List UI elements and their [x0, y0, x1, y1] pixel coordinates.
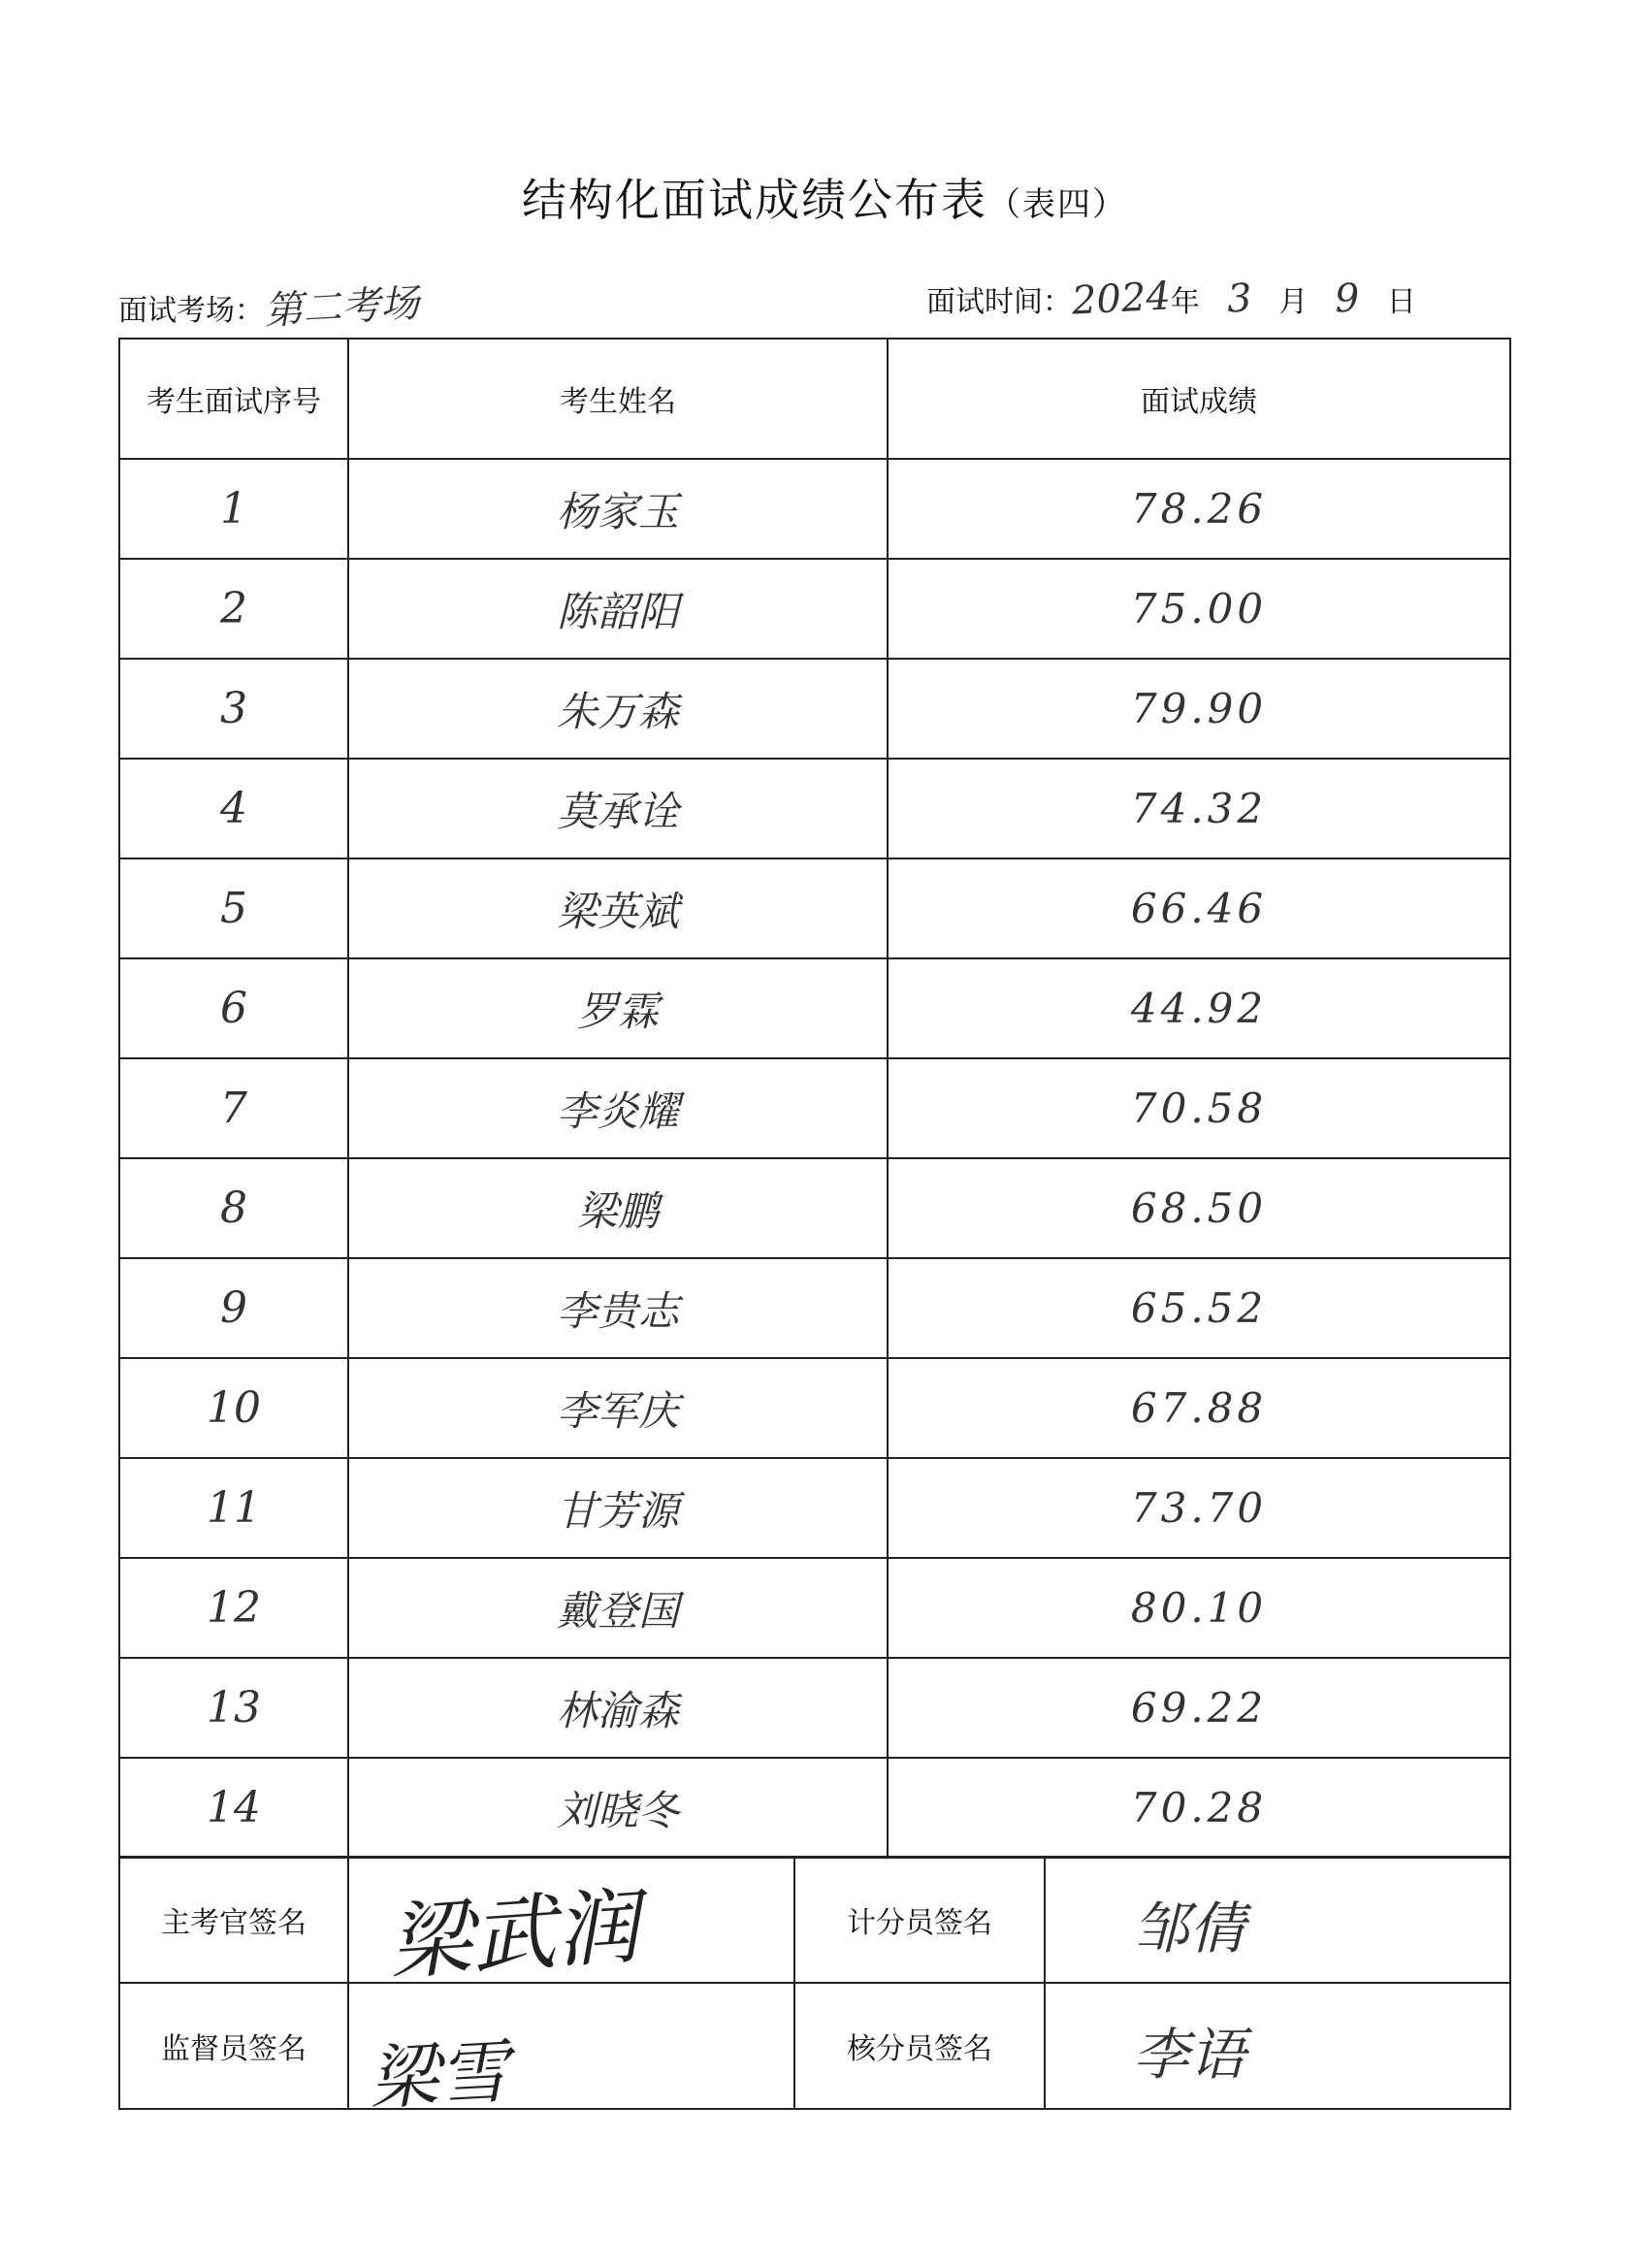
table-row	[119, 1358, 1510, 1458]
table-row	[119, 1258, 1510, 1358]
row-candidate-name: 朱万森	[348, 659, 888, 759]
date-month-unit: 月	[1278, 285, 1309, 319]
date-month: 3	[1225, 275, 1253, 322]
row-candidate-name: 戴登国	[348, 1558, 888, 1658]
row-score: 44.92	[888, 958, 1510, 1058]
table-row	[119, 1458, 1510, 1558]
row-number: 6	[119, 958, 348, 1058]
date-label: 面试时间：	[926, 285, 1072, 319]
venue-label: 面试考场：	[118, 294, 264, 328]
row-score: 80.10	[888, 1558, 1510, 1658]
checker-signature-cell	[1045, 1983, 1510, 2109]
row-number: 14	[119, 1758, 348, 1858]
checker-signature-label: 核分员签名	[794, 1983, 1045, 2109]
row-number: 3	[119, 659, 348, 759]
venue-line	[118, 276, 421, 335]
row-number: 11	[119, 1458, 348, 1558]
row-candidate-name: 刘晓冬	[348, 1758, 888, 1858]
row-number: 2	[119, 559, 348, 659]
table-row	[119, 1558, 1510, 1658]
row-candidate-name: 陈韶阳	[348, 559, 888, 659]
signature-row-2	[119, 1983, 1510, 2109]
scorer-signature: 邹倩	[1133, 1895, 1246, 1961]
date-day-unit: 日	[1386, 285, 1416, 319]
row-score: 68.50	[888, 1158, 1510, 1258]
supervisor-signature-cell	[348, 1983, 794, 2120]
row-score: 66.46	[888, 859, 1510, 958]
row-score: 70.58	[888, 1058, 1510, 1158]
row-score: 78.26	[888, 459, 1510, 559]
row-score: 75.00	[888, 559, 1510, 659]
row-candidate-name: 李军庆	[348, 1358, 888, 1458]
row-number: 7	[119, 1058, 348, 1158]
table-row	[119, 1658, 1510, 1758]
venue-value: 第二考场	[263, 280, 421, 335]
table-row	[119, 459, 1510, 559]
score-table	[118, 338, 1511, 1859]
table-row	[119, 1058, 1510, 1158]
row-candidate-name: 罗霖	[348, 958, 888, 1058]
title-text: 结构化面试成绩公布表	[522, 174, 987, 226]
row-number: 10	[119, 1358, 348, 1458]
row-score: 67.88	[888, 1358, 1510, 1458]
examiner-signature-label: 主考官签名	[119, 1857, 348, 1983]
table-row	[119, 958, 1510, 1058]
examiner-signature-cell	[348, 1857, 794, 1993]
page-title	[0, 165, 1649, 229]
date-year-unit: 年	[1170, 285, 1200, 319]
row-score: 65.52	[888, 1258, 1510, 1358]
supervisor-signature-label: 监督员签名	[119, 1983, 348, 2109]
row-candidate-name: 林渝森	[348, 1658, 888, 1758]
row-score: 79.90	[888, 659, 1510, 759]
row-candidate-name: 梁英斌	[348, 859, 888, 958]
table-header-row	[119, 339, 1510, 459]
row-score: 74.32	[888, 759, 1510, 859]
examiner-signature: 梁武润	[385, 1878, 642, 1993]
row-candidate-name: 甘芳源	[348, 1458, 888, 1558]
row-candidate-name: 李炎耀	[348, 1058, 888, 1158]
row-number: 1	[119, 459, 348, 559]
header-number: 考生面试序号	[119, 339, 348, 459]
row-number: 12	[119, 1558, 348, 1658]
table-row	[119, 759, 1510, 859]
table-row	[119, 859, 1510, 958]
supervisor-signature: 梁雪	[367, 2030, 511, 2120]
title-subtitle: （表四）	[987, 185, 1127, 224]
header-score: 面试成绩	[888, 339, 1510, 459]
table-row	[119, 659, 1510, 759]
row-candidate-name: 莫承诠	[348, 759, 888, 859]
date-year: 2024	[1070, 274, 1172, 324]
score-sheet	[118, 338, 1509, 2120]
date-day: 9	[1334, 275, 1361, 322]
row-number: 4	[119, 759, 348, 859]
scorer-signature-label: 计分员签名	[794, 1857, 1045, 1983]
row-number: 8	[119, 1158, 348, 1258]
row-candidate-name: 李贵志	[348, 1258, 888, 1358]
checker-signature: 李语	[1133, 2022, 1246, 2088]
date-line	[926, 274, 1416, 324]
row-number: 13	[119, 1658, 348, 1758]
row-candidate-name: 杨家玉	[348, 459, 888, 559]
table-row	[119, 1758, 1510, 1858]
signature-table	[118, 1856, 1511, 2120]
signature-row-1	[119, 1857, 1510, 1983]
row-score: 73.70	[888, 1458, 1510, 1558]
row-candidate-name: 梁鹏	[348, 1158, 888, 1258]
table-row	[119, 559, 1510, 659]
row-number: 5	[119, 859, 348, 958]
header-name: 考生姓名	[348, 339, 888, 459]
row-score: 69.22	[888, 1658, 1510, 1758]
table-row	[119, 1158, 1510, 1258]
scorer-signature-cell	[1045, 1857, 1510, 1983]
row-number: 9	[119, 1258, 348, 1358]
row-score: 70.28	[888, 1758, 1510, 1858]
